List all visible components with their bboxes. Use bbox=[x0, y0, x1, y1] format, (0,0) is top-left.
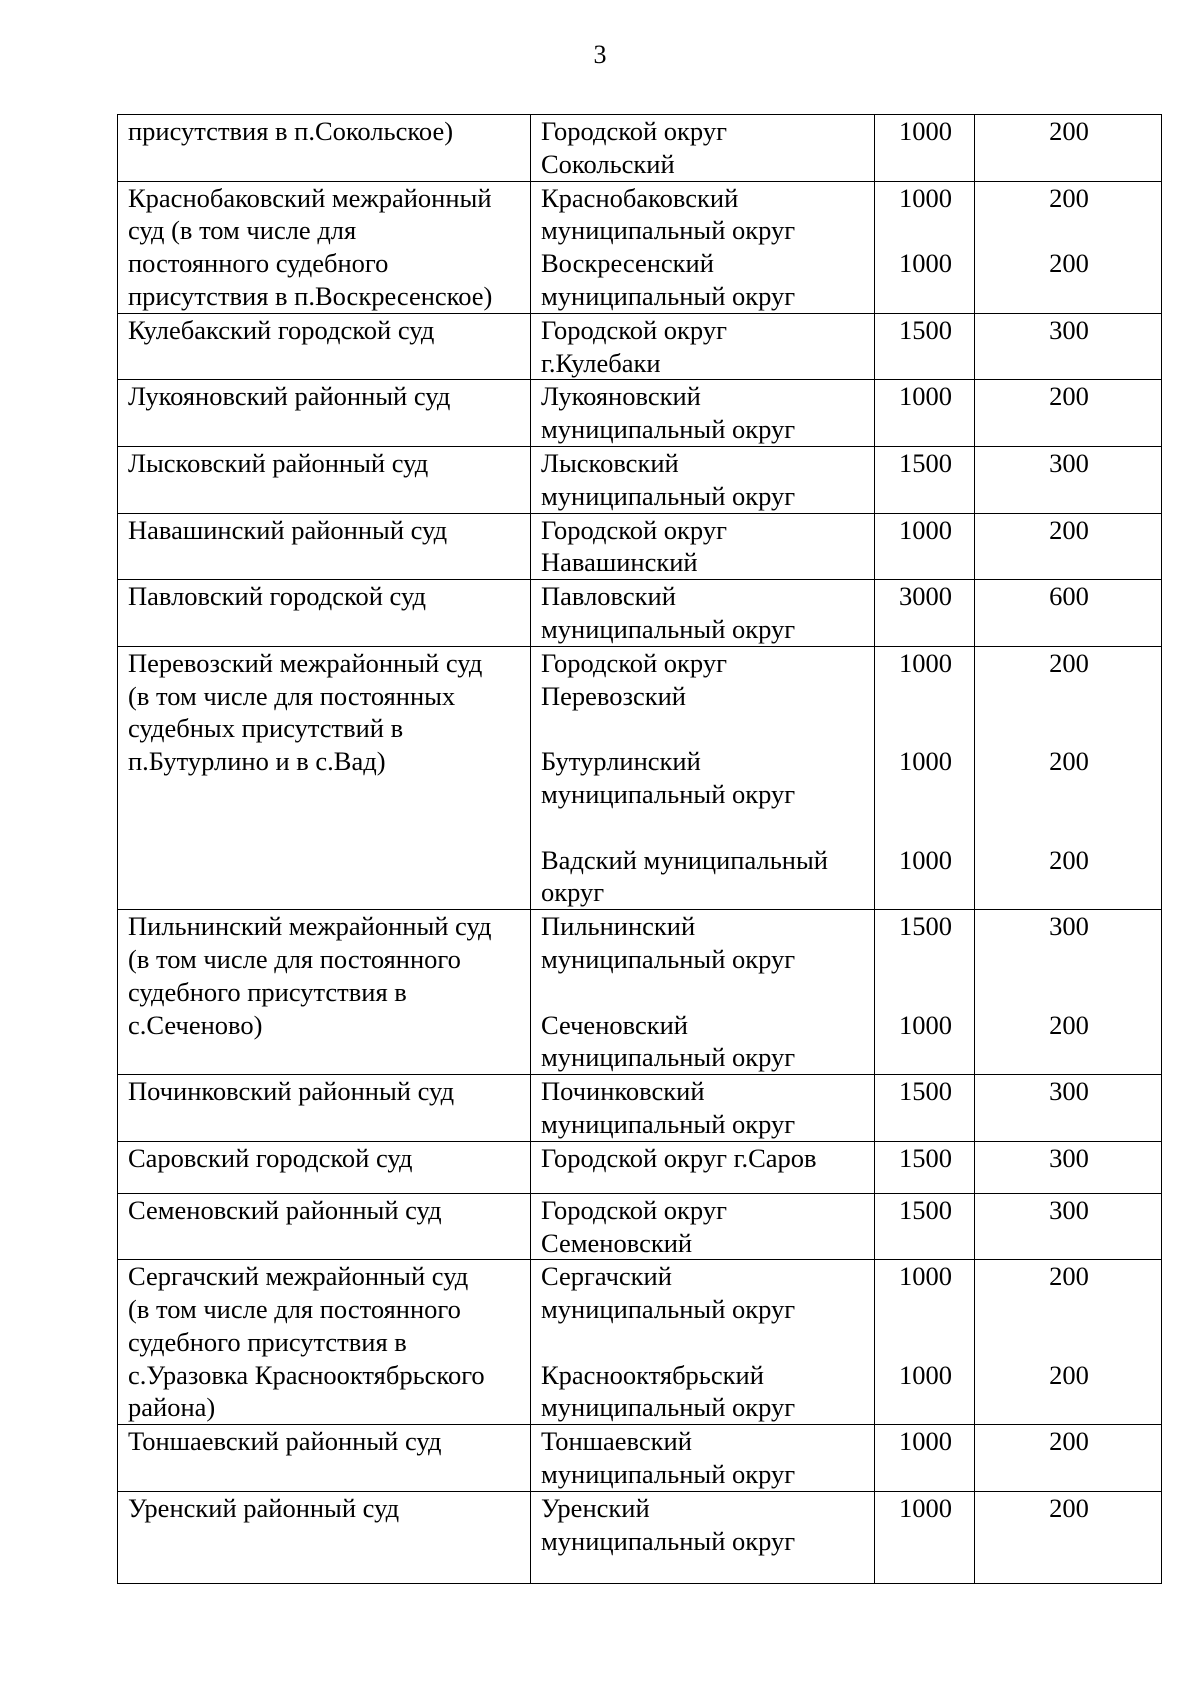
value-b: 200 bbox=[1049, 746, 1089, 777]
district-cell bbox=[531, 380, 875, 447]
court-name-line: Перевозский межрайонный суд bbox=[128, 647, 483, 678]
district-name-line: Городской округ bbox=[541, 1194, 727, 1225]
district-name-line: Городской округ г.Саров bbox=[541, 1142, 817, 1173]
value-a: 1000 bbox=[899, 1009, 952, 1040]
district-name-line: муниципальный округ bbox=[541, 280, 796, 311]
value-b: 200 bbox=[1049, 248, 1089, 279]
court-name-cell bbox=[118, 646, 531, 909]
table-body bbox=[118, 115, 1162, 1584]
value-b: 300 bbox=[1049, 314, 1089, 345]
value-a: 3000 bbox=[899, 581, 952, 612]
court-name-line: суд (в том числе для bbox=[128, 215, 357, 246]
court-name-line: судебного присутствия в bbox=[128, 1326, 407, 1357]
district-name-line: Уренский bbox=[541, 1492, 650, 1523]
court-name-cell bbox=[118, 1491, 531, 1583]
district-name-line: Сергачский bbox=[541, 1261, 672, 1292]
court-name-line: судебных присутствий в bbox=[128, 713, 404, 744]
district-name-line: муниципальный округ bbox=[541, 215, 796, 246]
table-row bbox=[118, 380, 1162, 447]
court-name-line: присутствия в п.Сокольское) bbox=[128, 116, 454, 146]
district-name-line: Тоншаевский bbox=[541, 1426, 692, 1457]
court-name-cell bbox=[118, 1075, 531, 1142]
table-row bbox=[118, 115, 1162, 182]
table-row bbox=[118, 580, 1162, 647]
district-name-line: Пильнинский bbox=[541, 911, 696, 942]
district-name-line: Воскресенский bbox=[541, 248, 714, 279]
district-name-line: муниципальный округ bbox=[541, 1042, 796, 1073]
court-name-line: (в том числе для постоянного bbox=[128, 1294, 461, 1325]
district-name-line: муниципальный округ bbox=[541, 613, 796, 644]
value-a: 1000 bbox=[899, 844, 952, 875]
district-name-line: Лукояновский bbox=[541, 381, 701, 412]
district-cell bbox=[531, 910, 875, 1075]
courts-table bbox=[117, 114, 1162, 1584]
court-name-line: присутствия в п.Воскресенское) bbox=[128, 280, 493, 311]
district-name-line: муниципальный округ bbox=[541, 943, 796, 974]
district-cell bbox=[531, 1260, 875, 1425]
court-name-cell bbox=[118, 1141, 531, 1193]
court-name-line: п.Бутурлино и в с.Вад) bbox=[128, 746, 386, 777]
district-name-line: Перевозский bbox=[541, 680, 686, 711]
table-row bbox=[118, 446, 1162, 513]
value-a-cell bbox=[875, 1193, 975, 1260]
district-name-line: Вадский муниципальный bbox=[541, 844, 828, 875]
district-cell bbox=[531, 1075, 875, 1142]
value-a: 1000 bbox=[899, 116, 952, 146]
district-name-line: муниципальный округ bbox=[541, 778, 796, 809]
court-name-line: с.Уразовка Краснооктябрьского bbox=[128, 1359, 485, 1390]
district-cell bbox=[531, 181, 875, 313]
court-name-line: (в том числе для постоянного bbox=[128, 943, 461, 974]
court-name-line: Починковский районный суд bbox=[128, 1076, 455, 1107]
table-row bbox=[118, 1260, 1162, 1425]
district-name-line: Городской округ bbox=[541, 116, 727, 146]
value-b-cell bbox=[975, 1425, 1162, 1492]
district-name-line: Городской округ bbox=[541, 314, 727, 345]
table-row bbox=[118, 313, 1162, 380]
district-name-line: муниципальный округ bbox=[541, 1392, 796, 1423]
court-name-line: (в том числе для постоянных bbox=[128, 680, 456, 711]
court-name-cell bbox=[118, 181, 531, 313]
value-b: 200 bbox=[1049, 1426, 1089, 1457]
value-b-cell bbox=[975, 580, 1162, 647]
value-b: 200 bbox=[1049, 1359, 1089, 1390]
district-name-line: муниципальный округ bbox=[541, 1108, 796, 1139]
court-name-cell bbox=[118, 115, 531, 182]
district-cell bbox=[531, 513, 875, 580]
table-row bbox=[118, 1193, 1162, 1260]
value-b: 200 bbox=[1049, 381, 1089, 412]
court-name-line: постоянного судебного bbox=[128, 248, 389, 279]
value-b: 300 bbox=[1049, 1142, 1089, 1173]
district-name-line: Бутурлинский bbox=[541, 746, 701, 777]
court-name-line: Кулебакский городской суд bbox=[128, 314, 435, 345]
value-b-cell bbox=[975, 380, 1162, 447]
district-cell bbox=[531, 313, 875, 380]
court-name-line: Саровский городской суд bbox=[128, 1142, 413, 1173]
value-b-cell bbox=[975, 1075, 1162, 1142]
district-cell bbox=[531, 646, 875, 909]
value-b: 300 bbox=[1049, 1076, 1089, 1107]
value-a: 1000 bbox=[899, 1261, 952, 1292]
value-b-cell bbox=[975, 313, 1162, 380]
district-cell bbox=[531, 115, 875, 182]
value-b-cell bbox=[975, 1491, 1162, 1583]
district-name-line: Городской округ bbox=[541, 514, 727, 545]
court-name-line: Пильнинский межрайонный суд bbox=[128, 911, 492, 942]
table-row bbox=[118, 646, 1162, 909]
value-a: 1000 bbox=[899, 381, 952, 412]
court-name-line: с.Сеченово) bbox=[128, 1009, 263, 1040]
value-a: 1000 bbox=[899, 514, 952, 545]
district-name-line: Сеченовский bbox=[541, 1009, 688, 1040]
value-a-cell bbox=[875, 1141, 975, 1193]
district-name-line: муниципальный округ bbox=[541, 414, 796, 445]
court-name-cell bbox=[118, 380, 531, 447]
district-name-line: Навашинский bbox=[541, 547, 698, 578]
district-cell bbox=[531, 1141, 875, 1193]
table-row bbox=[118, 1491, 1162, 1583]
table-row bbox=[118, 1141, 1162, 1193]
court-name-cell bbox=[118, 910, 531, 1075]
table-row bbox=[118, 1425, 1162, 1492]
value-a-cell bbox=[875, 513, 975, 580]
district-name-line: Сокольский bbox=[541, 148, 675, 179]
court-name-cell bbox=[118, 1425, 531, 1492]
value-b-cell bbox=[975, 1193, 1162, 1260]
value-a: 1000 bbox=[899, 248, 952, 279]
district-name-line: г.Кулебаки bbox=[541, 347, 661, 378]
value-a: 1000 bbox=[899, 1359, 952, 1390]
district-name-line: муниципальный округ bbox=[541, 1459, 796, 1490]
value-a-cell bbox=[875, 910, 975, 1075]
value-b: 200 bbox=[1049, 182, 1089, 213]
court-name-cell bbox=[118, 446, 531, 513]
value-b: 200 bbox=[1049, 1261, 1089, 1292]
value-b: 200 bbox=[1049, 844, 1089, 875]
value-a: 1000 bbox=[899, 647, 952, 678]
value-a: 1500 bbox=[899, 1142, 952, 1173]
value-b: 600 bbox=[1049, 581, 1089, 612]
court-name-line: Лысковский районный суд bbox=[128, 447, 429, 478]
court-name-line: района) bbox=[128, 1392, 216, 1423]
value-a: 1000 bbox=[899, 1492, 952, 1523]
court-name-cell bbox=[118, 313, 531, 380]
table-row bbox=[118, 910, 1162, 1075]
table-row bbox=[118, 513, 1162, 580]
court-name-line: Лукояновский районный суд bbox=[128, 381, 451, 412]
value-b: 300 bbox=[1049, 911, 1089, 942]
court-name-cell bbox=[118, 513, 531, 580]
value-a: 1500 bbox=[899, 1194, 952, 1225]
value-b-cell bbox=[975, 446, 1162, 513]
district-cell bbox=[531, 1425, 875, 1492]
value-a-cell bbox=[875, 1491, 975, 1583]
court-name-line: Павловский городской суд bbox=[128, 581, 427, 612]
value-b-cell bbox=[975, 181, 1162, 313]
value-b-cell bbox=[975, 1141, 1162, 1193]
value-a: 1500 bbox=[899, 314, 952, 345]
table-row bbox=[118, 1075, 1162, 1142]
value-b-cell bbox=[975, 1260, 1162, 1425]
value-a-cell bbox=[875, 580, 975, 647]
value-a-cell bbox=[875, 1260, 975, 1425]
court-name-cell bbox=[118, 580, 531, 647]
court-name-line: Тоншаевский районный суд bbox=[128, 1426, 442, 1457]
district-cell bbox=[531, 1491, 875, 1583]
district-name-line: Краснобаковский bbox=[541, 182, 739, 213]
value-b-cell bbox=[975, 115, 1162, 182]
value-b-cell bbox=[975, 646, 1162, 909]
table-row bbox=[118, 181, 1162, 313]
value-a: 1000 bbox=[899, 182, 952, 213]
value-a-cell bbox=[875, 313, 975, 380]
value-b: 200 bbox=[1049, 1009, 1089, 1040]
value-a: 1500 bbox=[899, 1076, 952, 1107]
district-name-line: Городской округ bbox=[541, 647, 727, 678]
value-a-cell bbox=[875, 181, 975, 313]
value-a-cell bbox=[875, 446, 975, 513]
page-number: 3 bbox=[593, 40, 607, 69]
district-name-line: муниципальный округ bbox=[541, 1525, 796, 1556]
court-name-line: судебного присутствия в bbox=[128, 976, 407, 1007]
value-a: 1000 bbox=[899, 746, 952, 777]
value-b: 200 bbox=[1049, 116, 1089, 146]
value-b: 200 bbox=[1049, 1492, 1089, 1523]
value-a-cell bbox=[875, 1075, 975, 1142]
district-cell bbox=[531, 446, 875, 513]
district-name-line: муниципальный округ bbox=[541, 1294, 796, 1325]
court-name-line: Семеновский районный суд bbox=[128, 1194, 442, 1225]
district-name-line: округ bbox=[541, 877, 605, 908]
value-b: 300 bbox=[1049, 1194, 1089, 1225]
court-name-cell bbox=[118, 1260, 531, 1425]
value-a-cell bbox=[875, 1425, 975, 1492]
court-name-line: Навашинский районный суд bbox=[128, 514, 448, 545]
value-b-cell bbox=[975, 513, 1162, 580]
district-name-line: Семеновский bbox=[541, 1227, 693, 1258]
court-name-line: Сергачский межрайонный суд bbox=[128, 1261, 469, 1292]
court-name-line: Уренский районный суд bbox=[128, 1492, 400, 1523]
value-a: 1500 bbox=[899, 447, 952, 478]
district-name-line: Лысковский bbox=[541, 447, 679, 478]
value-b: 200 bbox=[1049, 514, 1089, 545]
court-name-line: Краснобаковский межрайонный bbox=[128, 182, 492, 213]
district-name-line: Починковский bbox=[541, 1076, 705, 1107]
district-name-line: Краснооктябрьский bbox=[541, 1359, 764, 1390]
value-a-cell bbox=[875, 115, 975, 182]
value-b: 300 bbox=[1049, 447, 1089, 478]
value-a-cell bbox=[875, 646, 975, 909]
value-a: 1500 bbox=[899, 911, 952, 942]
value-a: 1000 bbox=[899, 1426, 952, 1457]
value-b-cell bbox=[975, 910, 1162, 1075]
district-name-line: Павловский bbox=[541, 581, 676, 612]
value-b: 200 bbox=[1049, 647, 1089, 678]
court-name-cell bbox=[118, 1193, 531, 1260]
district-cell bbox=[531, 1193, 875, 1260]
value-a-cell bbox=[875, 380, 975, 447]
district-name-line: муниципальный округ bbox=[541, 480, 796, 511]
district-cell bbox=[531, 580, 875, 647]
